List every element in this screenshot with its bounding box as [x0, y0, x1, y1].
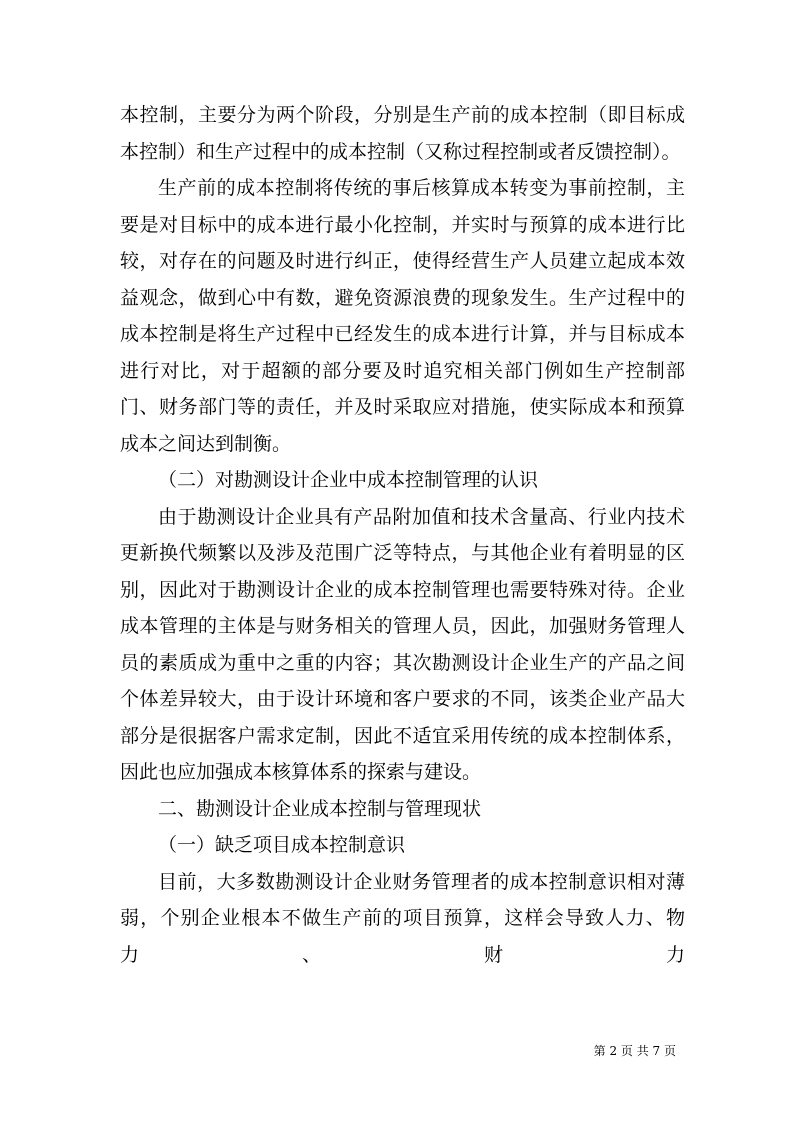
paragraph-current-situation: 目前，大多数勘测设计企业财务管理者的成本控制意识相对薄弱，个别企业根本不做生产前的项目预算，这样会导致人力、物力、财力 — [120, 870, 685, 966]
page-number-footer: 第 2 页 共 7 页 — [593, 1044, 676, 1058]
paragraph-continued: 本控制，主要分为两个阶段，分别是生产前的成本控制（即目标成本控制）和生产过程中的成本控制（又称过程控制或者反馈控制）。 — [120, 104, 685, 163]
paragraph-survey-enterprise: 由于勘测设计企业具有产品附加值和技术含量高、行业内技术更新换代频繁以及涉及范围广泛等特点，与其他企业有着明显的区别，因此对于勘测设计企业的成本控制管理也需要特殊对待。企业成本管理的主体是与财务相关的管理人员，因此，加强财务管理人员的素质成为重中之重的内容；其次勘测设计企业生产的产品之间个体差异较大，由于设计环境和客户要求的不同，该类企业产品大部分是很据客户需求定制，因此不适宜采用传统的成本控制体系，因此也应加强成本核算体系的探索与建设。 — [120, 505, 685, 783]
section-heading-understanding: （二）对勘测设计企业中成本控制管理的认识 — [158, 469, 539, 491]
document-body — [120, 97, 685, 973]
section-heading-current-status: 二、勘测设计企业成本控制与管理现状 — [158, 797, 482, 820]
paragraph-pre-production-control: 生产前的成本控制将传统的事后核算成本转变为事前控制，主要是对目标中的成本进行最小化控制，并实时与预算的成本进行比较，对存在的问题及时进行纠正，使得经营生产人员建立起成本效益观念，做到心中有数，避免资源浪费的现象发生。生产过程中的成本控制是将生产过程中已经发生的成本进行计算，并与目标成本进行对比，对于超额的部分要及时追究相关部门例如生产控制部门、财务部门等的责任，并及时采取应对措施，使实际成本和预算成本之间达到制衡。 — [120, 177, 685, 455]
section-heading-lack-awareness: （一）缺乏项目成本控制意识 — [158, 834, 406, 856]
